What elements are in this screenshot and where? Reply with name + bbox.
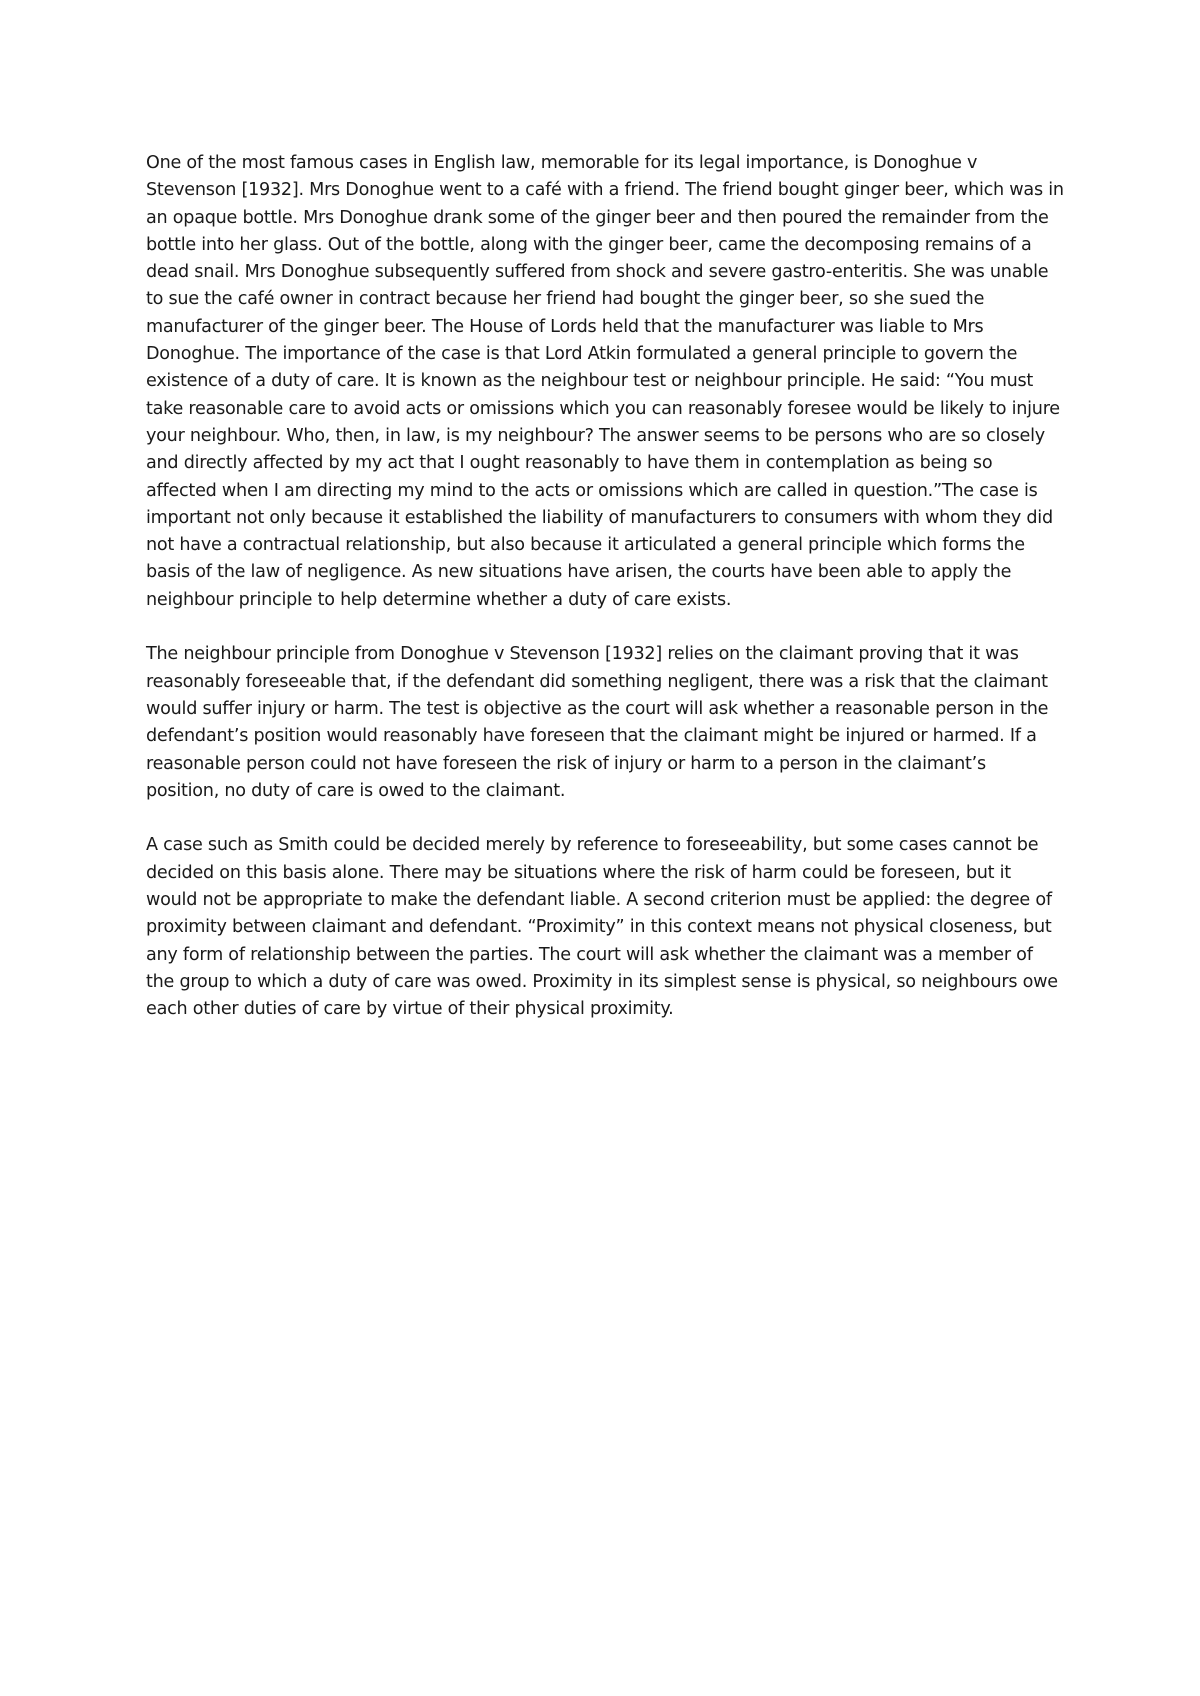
paragraph-proximity: A case such as Smith could be decided merely by reference to foreseeability, but some cases cannot be decided on this basis alone. There may be situations where the risk of harm could be foreseen, but it would not be appropriate to make the defendant liable. A second criterion must be applied: the degree of proximity between claimant and defendant. “Proximity” in this context means not physical closeness, but any form of relationship between the parties. The court will ask whether the claimant was a member of the group to which a duty of care was owed. Proximity in its simplest sense is physical, so neighbours owe each other duties of care by virtue of their physical proximity. xyxy=(146,835,1058,1020)
paragraph-donoghue-case: One of the most famous cases in English law, memorable for its legal importance, is Donoghue v Stevenson [1932]. Mrs Donoghue went to a café with a friend. The friend bought ginger beer, which was in an opaque bottle. Mrs Donoghue drank some of the ginger beer and then poured the remainder from the bottle into her glass. Out of the bottle, along with the ginger beer, came the decomposing remains of a dead snail. Mrs Donoghue subsequently suffered from shock and severe gastro-enteritis. She was unable to sue the café owner in contract because her friend had bought the ginger beer, so she sued the manufacturer of the ginger beer. The House of Lords held that the manufacturer was liable to Mrs Donoghue. The importance of the case is that Lord Atkin formulated a general principle to govern the existence of a duty of care. It is known as the neighbour test or neighbour principle. He said: “You must take reasonable care to avoid acts or omissions which you can reasonably foresee would be likely to injure your neighbour. Who, then, in law, is my neighbour? The answer seems to be persons who are so closely and directly affected by my act that I ought reasonably to have them in contemplation as being so affected when I am directing my mind to the acts or omissions which are called in question.”The case is important not only because it established the liability of manufacturers to consumers with whom they did not have a contractual relationship, but also because it articulated a general principle which forms the basis of the law of negligence. As new situations have arisen, the courts have been able to apply the neighbour principle to help determine whether a duty of care exists. xyxy=(146,153,1064,610)
document-body xyxy=(146,150,1064,1051)
paragraph-neighbour-principle: The neighbour principle from Donoghue v Stevenson [1932] relies on the claimant proving that it was reasonably foreseeable that, if the defendant did something negligent, there was a risk that the claimant would suffer injury or harm. The test is objective as the court will ask whether a reasonable person in the defendant’s position would reasonably have foreseen that the claimant might be injured or harmed. If a reasonable person could not have foreseen the risk of injury or harm to a person in the claimant’s position, no duty of care is owed to the claimant. xyxy=(146,644,1049,801)
